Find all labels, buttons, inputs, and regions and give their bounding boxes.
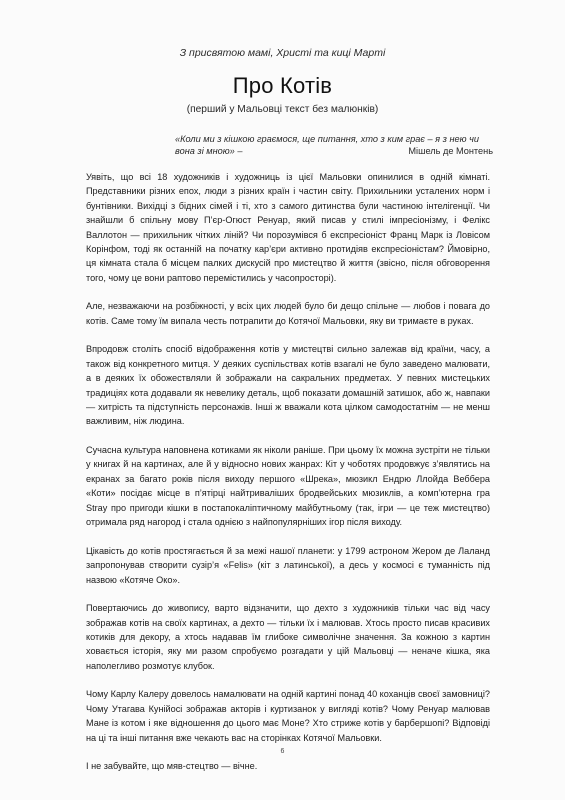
paragraph: Цікавість до котів простягається й за межі нашої планети: у 1799 астроном Жером де Лаланд запропонував створити сузір’я «Felis» (кіт з латинської), а десь у космосі є туманність під назвою «Котяче Око». [86,545,490,585]
epigraph-quote: «Коли ми з кішкою граємося, ще питання, хто з ким грає – я з нею чи вона зі мною» [175,134,479,157]
paragraph: Уявіть, що всі 18 художників і художниць із цієї Мальовки опинилися в одній кімнаті. Представники різних епох, люди з різних країн і частин світу. Прихильники усталених норм і бунтівники. Вихідці з бідних сімей і ті, хто з самого дитинства були частиною інтелігенції. Чи знайшли б спільну мову П’єр-Огюст Ренуар, який писав у стилі імпресіонізму, і Фелікс Валлотон — прихильник чітких ліній? Чи порозумівся б експресіоніст Франц Марк із Ловісом Корінфом, тоді як останній на початку кар’єри активно протидіяв експресіоністам? Ймовірно, ця кімната стала б місцем палких дискусій про мистецтво й життя (звісно, після обговорення того, чому це вони раптово перемістились у часопросторі). [86,172,490,283]
paragraph: Але, незважаючи на розбіжності, у всіх цих людей було би дещо спільне — любов і повага до котів. Саме тому їм випала честь потрапити до Котячої Мальовки, яку ви тримаєте в руках. [86,301,490,326]
paragraph: Чому Карлу Калеру довелось намалювати на одній картині понад 40 коханців своєї замовниці? Чому Утагава Кунійосі зображав акторів і куртизанок у вигляді котів? Чому Ренуар малював Мане із котом і яке відношення до цього має Моне? Хто стриже котів у барбершопі? Відповіді на ці та інші питання вже чекають вас на сторінках Котячої Мальовки. [86,689,490,743]
subtitle: (перший у Мальовці текст без малюнків) [186,104,379,115]
paragraph: Повертаючись до живопису, варто відзначити, що дехто з художників тільки час від часу зображав котів на своїх картинах, а дехто — тільки їх і малював. Хтось просто писав красивих котиків для декору, а хтось надавав їм глибоке символічне значення. За кожною з картин ховається історія, яку ми разом спробуємо розгадати у цій Мальовці — неначе кішка, яка наполегливо розмотує клубок. [86,603,490,671]
epigraph [175,133,493,157]
epigraph-dash: – [237,146,243,157]
paragraph: І не забувайте, що мяв-стецтво — вічне. [86,761,258,772]
page-title: Про Котів [232,73,333,98]
paragraph: Впродовж століть спосіб відображення котів у мистецтві сильно залежав від країни, часу, а також від конкретного митця. У деяких суспільствах котів взагалі не було заведено малювати, а в деяких їх обожествляли й зображали на сакральних предметах. У певних мистецьких традиціях кота додавали як невелику деталь, щоб показати домашній затишок, або ж, навпаки — хитрість та підступність персонажів. Інші ж вважали кота цілком самодостатнім — не менш важливим, ніж людина. [86,344,490,427]
dedication: З присвятою мамі, Христі та киці Марті [179,47,386,59]
body-text [86,170,490,788]
paragraph: Сучасна культура наповнена котиками як ніколи раніше. При цьому їх можна зустріти не тільки у книгах й на картинах, але й у відносно нових жанрах: Кіт у чоботях продовжує з’являтись на екранах за багато років після виходу першого «Шрека», мюзикл Ендрю Ллойда Веббера «Коти» посідає місце в п’ятірці найтриваліших бродвейських мюзиклів, а комп’ютерна гра Stray про пригоди кішки в постапокаліптичному майбутньому (так, ігри — це теж мистецтво) отримала ряд нагород і стала однією з найпопулярніших ігор після виходу. [86,445,490,528]
epigraph-author: Мішель де Монтень [408,146,493,157]
page-number: 6 [280,748,285,755]
